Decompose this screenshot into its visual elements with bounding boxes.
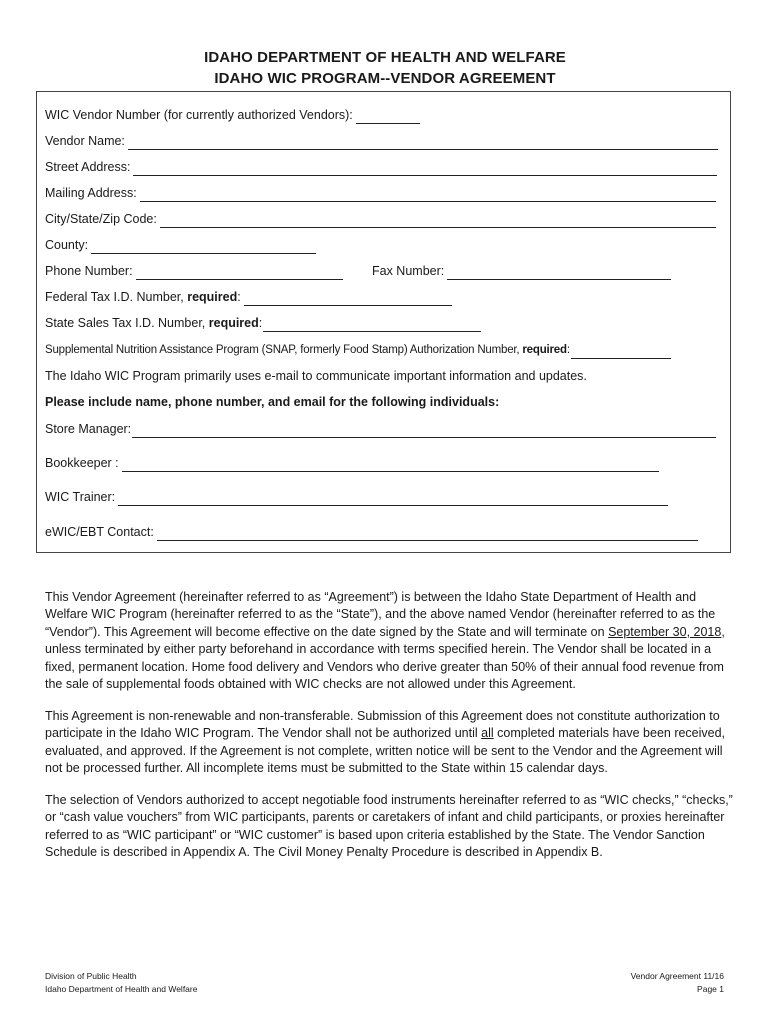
contacts-heading: Please include name, phone number, and email for the following individuals: xyxy=(45,395,500,409)
document-title: IDAHO DEPARTMENT OF HEALTH AND WELFARE xyxy=(204,49,566,66)
city-state-zip-label: City/State/Zip Code: xyxy=(45,212,157,226)
snap-field[interactable] xyxy=(571,345,671,359)
agreement-paragraph-1 xyxy=(45,589,735,693)
ewic-contact-label: eWIC/EBT Contact: xyxy=(45,525,154,539)
termination-date: September 30, 2018 xyxy=(608,624,722,639)
federal-tax-field[interactable] xyxy=(244,292,452,306)
p2-text-start: This Agreement is non-renewable and non-transferable. Submission of this Agreement does not constitute authorization to participate in the Idaho WIC Program. The Vendor shall not be authorized until xyxy=(45,709,720,741)
federal-tax-row xyxy=(45,288,452,306)
federal-tax-required: required xyxy=(187,290,238,304)
fax-row xyxy=(372,262,671,280)
p2-text-end: completed materials have been received, evaluated, and approved. If the Agreement is not complete, written notice will be sent to the Vendor and the Agreement will not be processed further. All incomplete items must be submitted to the State within 15 calendar days. xyxy=(45,726,726,776)
snap-required: required xyxy=(522,344,567,356)
vendor-number-field[interactable] xyxy=(356,110,420,124)
wic-trainer-label: WIC Trainer: xyxy=(45,490,116,504)
agreement-paragraph-2 xyxy=(45,708,735,778)
county-field[interactable] xyxy=(91,240,316,254)
p1-text-start: This Vendor Agreement (hereinafter referred to as “Agreement”) is between the Idaho State Department of Health and Welfare WIC Program (hereinafter referred to as the “State”), and the above named Vendor (hereinafter referred to as the “Vendor”). This Agreement will become effective on the date signed by the State and will terminate on xyxy=(45,590,716,639)
footer-right xyxy=(631,970,724,996)
vendor-number-row xyxy=(45,106,420,124)
document-subtitle: IDAHO WIC PROGRAM--VENDOR AGREEMENT xyxy=(214,70,556,87)
email-note: The Idaho WIC Program primarily uses e-mail to communicate important information and updates. xyxy=(45,369,587,383)
footer-division: Division of Public Health xyxy=(45,971,137,981)
mailing-address-row xyxy=(45,184,716,202)
p1-text-end: , unless terminated by either party beforehand in accordance with terms specified herein. The Vendor shall be located in a fixed, permanent location. Home food delivery and Vendors who derive greater than 50% of their annual food revenue from the sale of supplemental foods obtained with WIC checks are not allowed under this Agreement. xyxy=(45,624,725,692)
federal-tax-colon: : xyxy=(237,290,241,304)
federal-tax-label: Federal Tax I.D. Number, xyxy=(45,290,184,304)
snap-colon: : xyxy=(566,344,570,356)
mailing-address-field[interactable] xyxy=(140,188,716,202)
wic-trainer-row xyxy=(45,488,668,506)
city-state-zip-field[interactable] xyxy=(160,214,716,228)
state-tax-row xyxy=(45,314,481,332)
county-row xyxy=(45,236,316,254)
mailing-address-label: Mailing Address: xyxy=(45,186,137,200)
agreement-paragraph-3: The selection of Vendors authorized to accept negotiable food instruments hereinafter referred to as “WIC checks,” “checks,” or “cash value vouchers” from WIC participants, parents or caretakers of infant and child participants, or proxies hereinafter referred to as “WIC participant” or “WIC customer” is based upon criteria established by the State. The Vendor Sanction Schedule is described in Appendix A. The Civil Money Penalty Procedure is described in Appendix B. xyxy=(45,793,733,860)
footer-department: Idaho Department of Health and Welfare xyxy=(45,984,198,994)
bookkeeper-label: Bookkeeper : xyxy=(45,456,119,470)
street-address-field[interactable] xyxy=(133,162,717,176)
city-state-zip-row xyxy=(45,210,716,228)
store-manager-row xyxy=(45,420,716,438)
state-tax-required: required xyxy=(208,316,259,330)
street-address-row xyxy=(45,158,717,176)
street-address-label: Street Address: xyxy=(45,160,131,174)
phone-row xyxy=(45,262,343,280)
store-manager-field[interactable] xyxy=(132,424,716,438)
state-tax-field[interactable] xyxy=(263,318,481,332)
vendor-name-row xyxy=(45,132,718,150)
footer-page-number: Page 1 xyxy=(697,984,724,994)
county-label: County: xyxy=(45,238,89,252)
ewic-contact-row xyxy=(45,523,698,541)
wic-trainer-field[interactable] xyxy=(118,492,668,506)
footer-left xyxy=(45,970,197,996)
state-tax-colon: : xyxy=(258,316,263,330)
all-emphasis: all xyxy=(481,726,494,741)
snap-row xyxy=(45,341,671,359)
fax-field[interactable] xyxy=(447,266,671,280)
phone-field[interactable] xyxy=(136,266,343,280)
bookkeeper-field[interactable] xyxy=(122,458,659,472)
vendor-number-label: WIC Vendor Number (for currently authorized Vendors): xyxy=(45,108,353,122)
vendor-name-field[interactable] xyxy=(128,136,718,150)
store-manager-label: Store Manager: xyxy=(45,422,132,436)
bookkeeper-row xyxy=(45,454,659,472)
vendor-name-label: Vendor Name: xyxy=(45,134,125,148)
phone-label: Phone Number: xyxy=(45,264,133,278)
state-tax-label: State Sales Tax I.D. Number, xyxy=(45,316,206,330)
snap-label: Supplemental Nutrition Assistance Program (SNAP, formerly Food Stamp) Authorization Number, xyxy=(45,344,520,356)
footer-form-version: Vendor Agreement 11/16 xyxy=(630,971,724,981)
fax-label: Fax Number: xyxy=(372,264,445,278)
ewic-contact-field[interactable] xyxy=(157,527,698,541)
